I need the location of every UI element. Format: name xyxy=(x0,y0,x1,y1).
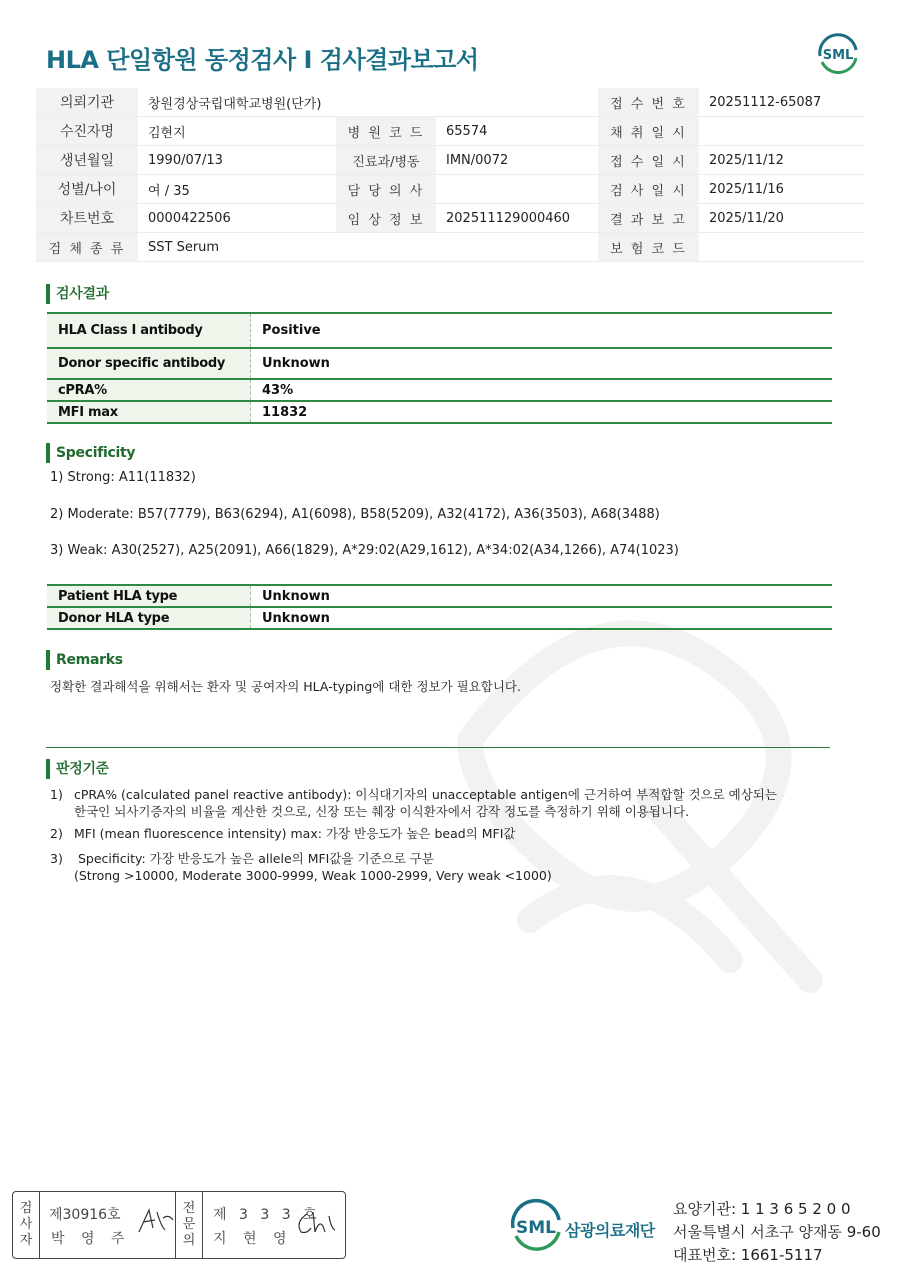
info-label: 결 과 보 고 xyxy=(598,204,699,233)
info-value: 2025/11/12 xyxy=(699,146,864,175)
care-code: 요양기관: 1 1 3 6 5 2 0 0 xyxy=(673,1200,851,1218)
info-value: 여 / 35 xyxy=(138,175,336,204)
criteria-text: (Strong >10000, Moderate 3000-9999, Weak 1000-2999, Very weak <1000) xyxy=(74,868,552,883)
info-value xyxy=(436,175,598,204)
footer-sml-logo-text: SML xyxy=(516,1218,556,1238)
info-label: 병 원 코 드 xyxy=(336,117,436,146)
criteria-heading: 판정기준 xyxy=(46,759,109,779)
result-key: HLA Class I antibody xyxy=(47,313,251,348)
info-row xyxy=(36,204,864,233)
specialist-license: 제 3 3 3 호 xyxy=(213,1207,321,1223)
specificity-line-strong: 1) Strong: A11(11832) xyxy=(50,470,196,485)
footer-sml-logo xyxy=(508,1198,564,1256)
result-value: 43% xyxy=(251,379,833,401)
info-label: 채 취 일 시 xyxy=(598,117,699,146)
info-value: 0000422506 xyxy=(138,204,336,233)
org-name: 삼광의료재단 xyxy=(565,1221,655,1240)
examiner-license: 제30916호 xyxy=(49,1207,121,1223)
result-value: 11832 xyxy=(251,401,833,423)
info-value xyxy=(699,233,864,262)
specificity-line-moderate: 2) Moderate: B57(7779), B63(6294), A1(6098), B58(5209), A32(4172), A36(3503), A68(3488) xyxy=(50,507,660,522)
result-key: Donor specific antibody xyxy=(47,348,251,379)
signature-stamp xyxy=(12,1191,346,1259)
examiner-label-char: 자 xyxy=(19,1233,33,1248)
examiner-name: 박 영 주 xyxy=(51,1231,131,1247)
hla-type-key: Patient HLA type xyxy=(47,585,251,607)
info-label: 담 당 의 사 xyxy=(336,175,436,204)
hla-type-row xyxy=(47,607,832,629)
result-value: Unknown xyxy=(251,348,833,379)
remarks-heading: Remarks xyxy=(46,650,123,670)
info-value: 2025/11/16 xyxy=(699,175,864,204)
criteria-text: cPRA% (calculated panel reactive antibody): 이식대기자의 unacceptable antigen에 근거하여 부적합할 것으로 예상되는 xyxy=(74,787,777,802)
result-value: Positive xyxy=(251,313,833,348)
criteria-number: 3) xyxy=(50,851,63,866)
criteria-text: 한국인 뇌사기증자의 비율을 계산한 것으로, 신장 또는 췌장 이식환자에서 감작 정도를 측정하기 위해 이용됩니다. xyxy=(74,804,690,819)
info-value: IMN/0072 xyxy=(436,146,598,175)
examiner-signature xyxy=(135,1206,179,1238)
examiner-label-char: 검 xyxy=(19,1201,33,1216)
info-value: 김현지 xyxy=(138,117,336,146)
specificity-line-weak: 3) Weak: A30(2527), A25(2091), A66(1829), A*29:02(A29,1612), A*34:02(A34,1266), A74(1023) xyxy=(50,543,679,558)
hla-type-value: Unknown xyxy=(251,585,833,607)
results-row xyxy=(47,379,832,401)
criteria-number: 2) xyxy=(50,826,63,841)
info-row xyxy=(36,146,864,175)
info-label: 생년월일 xyxy=(36,146,138,175)
info-value: 창원경상국립대학교병원(단가) xyxy=(138,88,598,117)
criteria-text: Specificity: 가장 반응도가 높은 allele의 MFI값을 기준으로 구분 xyxy=(74,851,434,866)
info-label: 보 험 코 드 xyxy=(598,233,699,262)
results-row xyxy=(47,401,832,423)
result-key: MFI max xyxy=(47,401,251,423)
specialist-signature xyxy=(293,1208,339,1238)
info-label: 의뢰기관 xyxy=(36,88,138,117)
info-row xyxy=(36,233,864,262)
specialist-label xyxy=(176,1192,203,1258)
results-row xyxy=(47,348,832,379)
specialist-name: 지 현 영 xyxy=(213,1231,293,1247)
info-value: 20251112-65087 xyxy=(699,88,864,117)
info-row xyxy=(36,88,864,117)
info-label: 수진자명 xyxy=(36,117,138,146)
info-label: 접 수 일 시 xyxy=(598,146,699,175)
sml-logo xyxy=(814,30,862,78)
hla-type-row xyxy=(47,585,832,607)
info-label: 검 체 종 류 xyxy=(36,233,138,262)
specialist-label-char: 의 xyxy=(182,1233,196,1248)
info-value: 65574 xyxy=(436,117,598,146)
hla-type-table xyxy=(47,584,832,630)
remarks-text: 정확한 결과해석을 위해서는 환자 및 공여자의 HLA-typing에 대한 정보가 필요합니다. xyxy=(50,679,521,694)
results-heading: 검사결과 xyxy=(46,284,109,304)
info-label: 차트번호 xyxy=(36,204,138,233)
hla-type-value: Unknown xyxy=(251,607,833,629)
info-label: 성별/나이 xyxy=(36,175,138,204)
phone: 대표번호: 1661-5117 xyxy=(673,1246,823,1264)
results-row xyxy=(47,313,832,348)
result-key: cPRA% xyxy=(47,379,251,401)
criteria-number: 1) xyxy=(50,787,63,802)
info-label: 접 수 번 호 xyxy=(598,88,699,117)
patient-info-table xyxy=(36,88,864,262)
criteria-item-cont xyxy=(0,867,900,887)
info-label: 검 사 일 시 xyxy=(598,175,699,204)
page-title: HLA 단일항원 동정검사 I 검사결과보고서 xyxy=(46,46,479,74)
results-table xyxy=(47,312,832,424)
specificity-heading: Specificity xyxy=(46,443,135,463)
info-value: SST Serum xyxy=(138,233,598,262)
criteria-item xyxy=(0,825,900,845)
address: 서울특별시 서초구 양재동 9-60 xyxy=(673,1223,881,1241)
info-label: 진료과/병동 xyxy=(336,146,436,175)
info-value: 202511129000460 xyxy=(436,204,598,233)
section-divider xyxy=(46,747,830,748)
hla-type-key: Donor HLA type xyxy=(47,607,251,629)
info-value: 1990/07/13 xyxy=(138,146,336,175)
specialist-label-char: 전 xyxy=(182,1201,196,1216)
specialist-label-char: 문 xyxy=(182,1217,196,1232)
examiner-label-char: 사 xyxy=(19,1217,33,1232)
info-value: 2025/11/20 xyxy=(699,204,864,233)
examiner-label xyxy=(13,1192,40,1258)
info-row xyxy=(36,175,864,204)
criteria-text: MFI (mean fluorescence intensity) max: 가장 반응도가 높은 bead의 MFI값 xyxy=(74,826,516,841)
sml-logo-text: SML xyxy=(822,48,854,63)
criteria-item-cont xyxy=(0,803,900,823)
info-label: 임 상 정 보 xyxy=(336,204,436,233)
info-value xyxy=(699,117,864,146)
info-row xyxy=(36,117,864,146)
